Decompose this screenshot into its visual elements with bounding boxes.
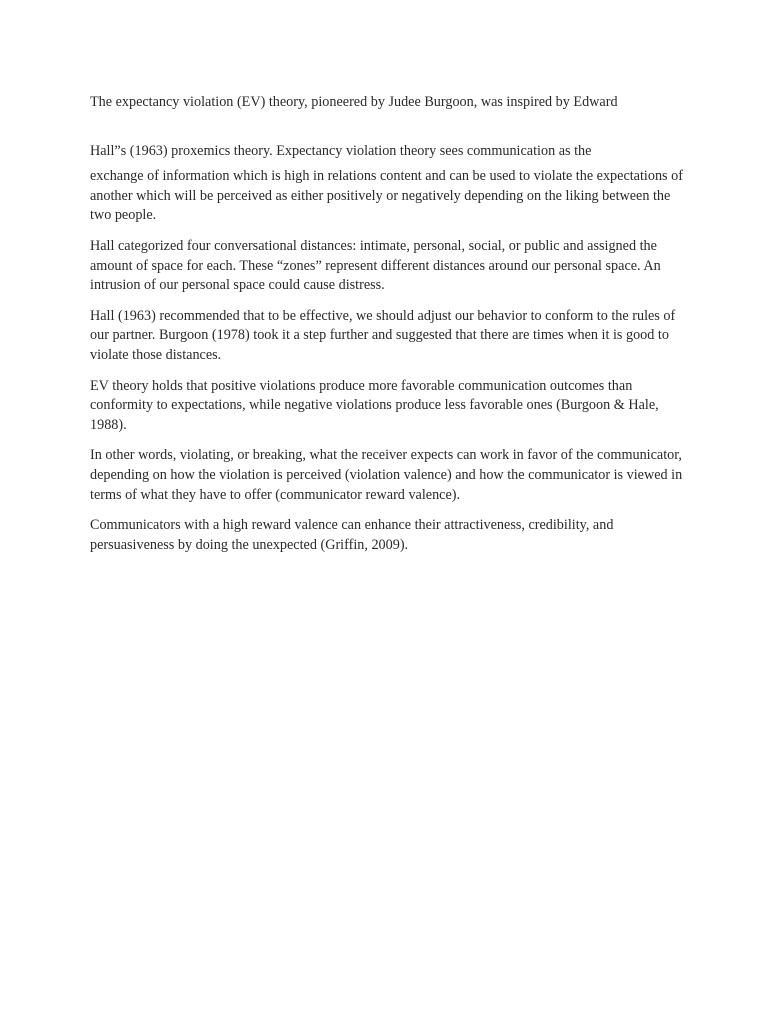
paragraph-intro: The expectancy violation (EV) theory, pioneered by Judee Burgoon, was inspired by Edward [90,94,618,110]
paragraph-conversational-distances: Hall categorized four conversational distances: intimate, personal, social, or public and assigned the amount of space for each. These “zones” represent different distances around our personal space. An intrusion of our personal space could cause distress. [90,237,661,294]
paragraph-hall-proxemics: Hall”s (1963) proxemics theory. Expectancy violation theory sees communication as the [90,142,592,159]
paragraph-hall-recommendation: Hall (1963) recommended that to be effective, we should adjust our behavior to conform to the rules of our partner. Burgoon (1978) took it a step further and suggested that there are times when it is good to violate those distances. [90,307,676,363]
paragraph-reward-valence: Communicators with a high reward valence can enhance their attractiveness, credibility, and persuasiveness by doing the unexpected (Griffin, 2009). [90,517,614,553]
paragraph-ev-theory-outcomes: EV theory holds that positive violations produce more favorable communication outcomes than conformity to expectations, while negative violations produce less favorable ones (Burgoon & Hale, 1988). [90,377,659,433]
paragraph-violation-valence: In other words, violating, or breaking, what the receiver expects can work in favor of the communicator, depending on how the violation is perceived (violation valence) and how the communicator is viewed in terms of what they have to offer (communicator reward valence). [90,447,683,503]
paragraph-exchange-information: exchange of information which is high in relations content and can be used to violate the expectations of another which will be perceived as either positively or negatively depending on the liking between the two people. [90,168,683,224]
document-body [90,93,690,566]
